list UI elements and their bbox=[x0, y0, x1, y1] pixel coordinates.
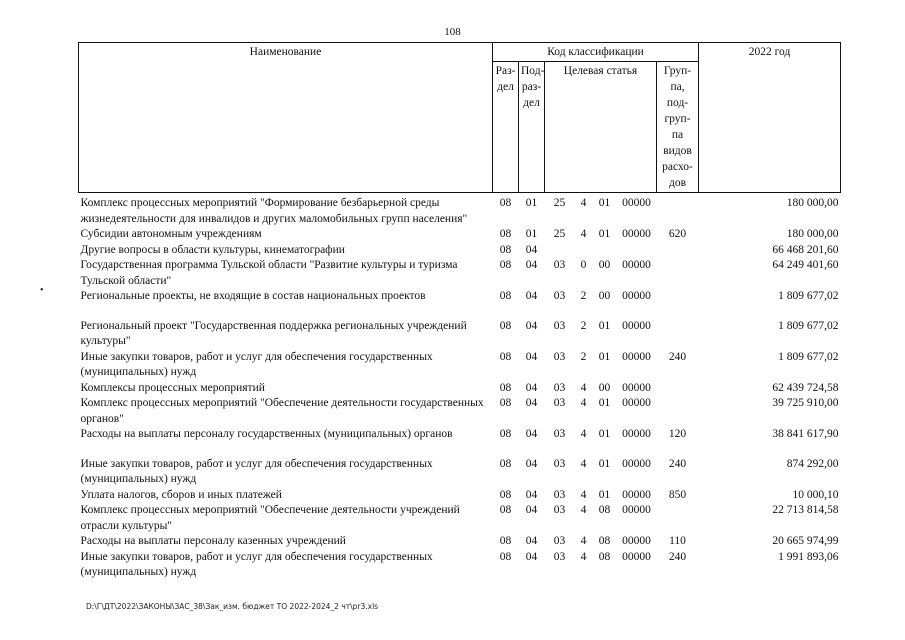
row-amount: 10 000,10 bbox=[792, 488, 839, 501]
row-expense-type: 240 bbox=[668, 550, 687, 563]
row-target-program: 03 bbox=[553, 457, 566, 470]
row-target-subtype: 01 bbox=[598, 228, 611, 240]
row-target-type: 4 bbox=[580, 550, 587, 563]
row-target-type: 4 bbox=[580, 535, 587, 547]
row-expense-type: 620 bbox=[668, 228, 687, 240]
row-target-program: 03 bbox=[553, 428, 566, 440]
row-target-type bbox=[575, 243, 593, 259]
table-row bbox=[79, 396, 841, 427]
row-expense-type: 850 bbox=[668, 488, 687, 501]
table-row bbox=[79, 488, 841, 504]
row-podrazdel: 04 bbox=[525, 428, 538, 440]
row-target-type: 4 bbox=[580, 488, 587, 501]
row-razdel: 08 bbox=[499, 428, 512, 440]
row-target-program: 25 bbox=[553, 197, 566, 209]
row-name: Комплексы процессных мероприятий bbox=[80, 381, 265, 394]
row-target-type: 0 bbox=[580, 259, 587, 271]
row-podrazdel: 01 bbox=[525, 228, 538, 240]
row-podrazdel: 04 bbox=[525, 457, 538, 470]
table-body bbox=[79, 193, 841, 581]
row-amount: 180 000,00 bbox=[786, 197, 839, 209]
row-target-program: 03 bbox=[553, 550, 566, 563]
row-target-direction: 00000 bbox=[622, 259, 651, 271]
table-row bbox=[79, 289, 841, 319]
row-target-direction: 00000 bbox=[622, 550, 651, 563]
row-expense-type bbox=[657, 243, 699, 259]
header-year: 2022 год bbox=[699, 43, 841, 193]
row-razdel: 08 bbox=[499, 381, 512, 394]
row-expense-type bbox=[657, 289, 699, 319]
row-podrazdel: 04 bbox=[525, 488, 538, 501]
row-target-program: 03 bbox=[553, 535, 566, 547]
row-podrazdel: 04 bbox=[525, 350, 538, 363]
row-target-direction: 00000 bbox=[622, 381, 651, 394]
file-path-footer: D:\Г\ДТ\2022\ЗАКОНЫ\ЗАС_38\Зак_изм. бюджет ТО 2022-2024_2 чт\pr3.xls bbox=[86, 602, 379, 611]
row-target-type: 2 bbox=[580, 290, 587, 302]
table-row bbox=[79, 350, 841, 381]
header-vid-raskhodov: Груп- па, под- груп- па видов расхо- дов bbox=[657, 62, 699, 193]
row-podrazdel: 04 bbox=[525, 397, 538, 409]
row-target-program: 03 bbox=[553, 397, 566, 409]
row-expense-type bbox=[657, 396, 699, 427]
header-razdel: Раз- дел bbox=[493, 62, 519, 193]
table-row bbox=[79, 193, 841, 228]
row-target-subtype bbox=[593, 243, 617, 259]
row-target-direction: 00000 bbox=[622, 319, 651, 332]
row-name: Комплекс процессных мероприятий "Обеспечение деятельности учреждений отрасли культуры" bbox=[80, 504, 460, 532]
row-target-type: 4 bbox=[580, 228, 587, 240]
table-header bbox=[79, 43, 841, 193]
row-razdel: 08 bbox=[499, 488, 512, 501]
row-target-program: 03 bbox=[553, 290, 566, 302]
row-target-subtype: 08 bbox=[598, 504, 611, 516]
row-podrazdel: 04 bbox=[525, 259, 538, 271]
table-row bbox=[79, 243, 841, 259]
row-target-direction: 00000 bbox=[622, 488, 651, 501]
row-expense-type bbox=[657, 193, 699, 228]
table-row bbox=[79, 258, 841, 289]
row-podrazdel: 04 bbox=[525, 504, 538, 516]
row-razdel: 08 bbox=[499, 228, 512, 240]
row-target-direction: 00000 bbox=[622, 457, 651, 470]
row-target-program: 03 bbox=[553, 504, 566, 516]
row-target-type: 4 bbox=[580, 428, 587, 440]
row-target-type: 4 bbox=[580, 197, 587, 209]
row-razdel: 08 bbox=[499, 535, 512, 547]
row-name: Уплата налогов, сборов и иных платежей bbox=[80, 488, 282, 501]
row-target-direction: 00000 bbox=[622, 197, 651, 209]
row-target-subtype: 00 bbox=[598, 259, 611, 271]
row-target-type: 4 bbox=[580, 381, 587, 394]
row-target-program: 25 bbox=[553, 228, 566, 240]
row-target-program: 03 bbox=[553, 488, 566, 501]
row-name: Иные закупки товаров, работ и услуг для обеспечения государственных (муниципальных) нужд bbox=[80, 350, 433, 378]
row-razdel: 08 bbox=[499, 457, 512, 470]
row-razdel: 08 bbox=[499, 550, 512, 563]
row-target-program: 03 bbox=[553, 259, 566, 271]
row-amount: 1 809 677,02 bbox=[778, 350, 839, 363]
row-amount: 1 991 893,06 bbox=[778, 550, 839, 563]
row-target-direction bbox=[617, 243, 657, 259]
row-target-subtype: 01 bbox=[598, 319, 611, 332]
row-expense-type bbox=[657, 503, 699, 534]
row-expense-type: 240 bbox=[668, 457, 687, 470]
header-podrazdel: Под- раз- дел bbox=[519, 62, 545, 193]
row-name: Другие вопросы в области культуры, кинематографии bbox=[80, 243, 345, 256]
row-expense-type bbox=[657, 319, 699, 350]
row-name: Региональный проект "Государственная поддержка региональных учреждений культуры" bbox=[80, 319, 467, 347]
table-row bbox=[79, 457, 841, 488]
header-celevaya-statya: Целевая статья bbox=[545, 62, 657, 193]
table-row bbox=[79, 550, 841, 581]
row-name: Субсидии автономным учреждениям bbox=[80, 228, 262, 240]
row-target-program bbox=[545, 243, 575, 259]
row-name: Комплекс процессных мероприятий "Формирование безбарьерной среды жизнедеятельности для инвалидов и других маломобильных групп населения" bbox=[80, 197, 468, 225]
row-target-subtype: 01 bbox=[598, 488, 611, 501]
row-podrazdel: 04 bbox=[525, 319, 538, 332]
row-podrazdel: 01 bbox=[525, 197, 538, 209]
row-target-program: 03 bbox=[553, 350, 566, 363]
row-podrazdel: 04 bbox=[525, 535, 538, 547]
row-razdel: 08 bbox=[499, 504, 512, 516]
row-target-direction: 00000 bbox=[622, 428, 651, 440]
row-amount: 20 665 974,99 bbox=[772, 535, 839, 547]
row-name: Иные закупки товаров, работ и услуг для обеспечения государственных (муниципальных) нужд bbox=[80, 457, 433, 485]
row-target-program: 03 bbox=[553, 381, 566, 394]
row-target-subtype: 01 bbox=[598, 397, 611, 409]
row-expense-type: 120 bbox=[668, 428, 687, 440]
row-target-direction: 00000 bbox=[622, 504, 651, 516]
row-expense-type: 240 bbox=[668, 350, 687, 363]
row-razdel: 08 bbox=[499, 243, 512, 256]
row-podrazdel: 04 bbox=[525, 290, 538, 302]
row-target-direction: 00000 bbox=[622, 228, 651, 240]
row-target-type: 4 bbox=[580, 504, 587, 516]
row-razdel: 08 bbox=[499, 397, 512, 409]
row-name: Комплекс процессных мероприятий "Обеспечение деятельности государственных органов" bbox=[80, 397, 484, 425]
row-razdel: 08 bbox=[499, 319, 512, 332]
row-target-subtype: 01 bbox=[598, 350, 611, 363]
row-expense-type: 110 bbox=[669, 535, 686, 547]
budget-table bbox=[78, 42, 841, 581]
row-target-type: 2 bbox=[580, 319, 587, 332]
row-target-direction: 00000 bbox=[622, 290, 651, 302]
row-target-direction: 00000 bbox=[622, 397, 651, 409]
table-row bbox=[79, 534, 841, 550]
row-amount: 62 439 724,58 bbox=[772, 381, 839, 394]
row-target-subtype: 08 bbox=[598, 535, 611, 547]
row-name: Расходы на выплаты персоналу государственных (муниципальных) органов bbox=[80, 428, 453, 440]
row-amount: 66 468 201,60 bbox=[772, 243, 839, 256]
row-amount: 1 809 677,02 bbox=[778, 290, 839, 302]
row-target-subtype: 01 bbox=[598, 197, 611, 209]
row-amount: 38 841 617,90 bbox=[772, 428, 839, 440]
table-row bbox=[79, 227, 841, 243]
row-target-subtype: 00 bbox=[598, 381, 611, 394]
row-name: Региональные проекты, не входящие в состав национальных проектов bbox=[80, 290, 426, 302]
scan-mark: • bbox=[40, 285, 44, 296]
row-expense-type bbox=[657, 381, 699, 397]
row-razdel: 08 bbox=[499, 350, 512, 363]
row-target-program: 03 bbox=[553, 319, 566, 332]
row-target-subtype: 01 bbox=[598, 428, 611, 440]
row-razdel: 08 bbox=[499, 290, 512, 302]
table-row bbox=[79, 427, 841, 457]
page-number: 108 bbox=[444, 26, 461, 38]
row-target-type: 2 bbox=[580, 350, 587, 363]
row-amount: 874 292,00 bbox=[786, 457, 839, 470]
row-target-direction: 00000 bbox=[622, 350, 651, 363]
row-amount: 64 249 401,60 bbox=[772, 259, 839, 271]
row-target-type: 4 bbox=[580, 457, 587, 470]
row-expense-type bbox=[657, 258, 699, 289]
header-name: Наименование bbox=[79, 43, 493, 193]
row-name: Государственная программа Тульской области "Развитие культуры и туризма Тульской области" bbox=[80, 259, 458, 287]
table-row bbox=[79, 503, 841, 534]
row-podrazdel: 04 bbox=[525, 243, 538, 256]
table-row bbox=[79, 381, 841, 397]
row-name: Расходы на выплаты персоналу казенных учреждений bbox=[80, 535, 346, 547]
row-podrazdel: 04 bbox=[525, 550, 538, 563]
row-name: Иные закупки товаров, работ и услуг для обеспечения государственных (муниципальных) нужд bbox=[80, 550, 433, 578]
row-target-subtype: 08 bbox=[598, 550, 611, 563]
row-podrazdel: 04 bbox=[525, 381, 538, 394]
header-classification: Код классификации bbox=[493, 43, 699, 62]
row-target-type: 4 bbox=[580, 397, 587, 409]
row-amount: 39 725 910,00 bbox=[772, 397, 839, 409]
row-target-subtype: 01 bbox=[598, 457, 611, 470]
row-amount: 22 713 814,58 bbox=[772, 504, 839, 516]
row-amount: 1 809 677,02 bbox=[778, 319, 839, 332]
row-razdel: 08 bbox=[499, 259, 512, 271]
row-target-direction: 00000 bbox=[622, 535, 651, 547]
row-razdel: 08 bbox=[499, 197, 512, 209]
row-amount: 180 000,00 bbox=[786, 228, 839, 240]
table-row bbox=[79, 319, 841, 350]
row-target-subtype: 00 bbox=[598, 290, 611, 302]
